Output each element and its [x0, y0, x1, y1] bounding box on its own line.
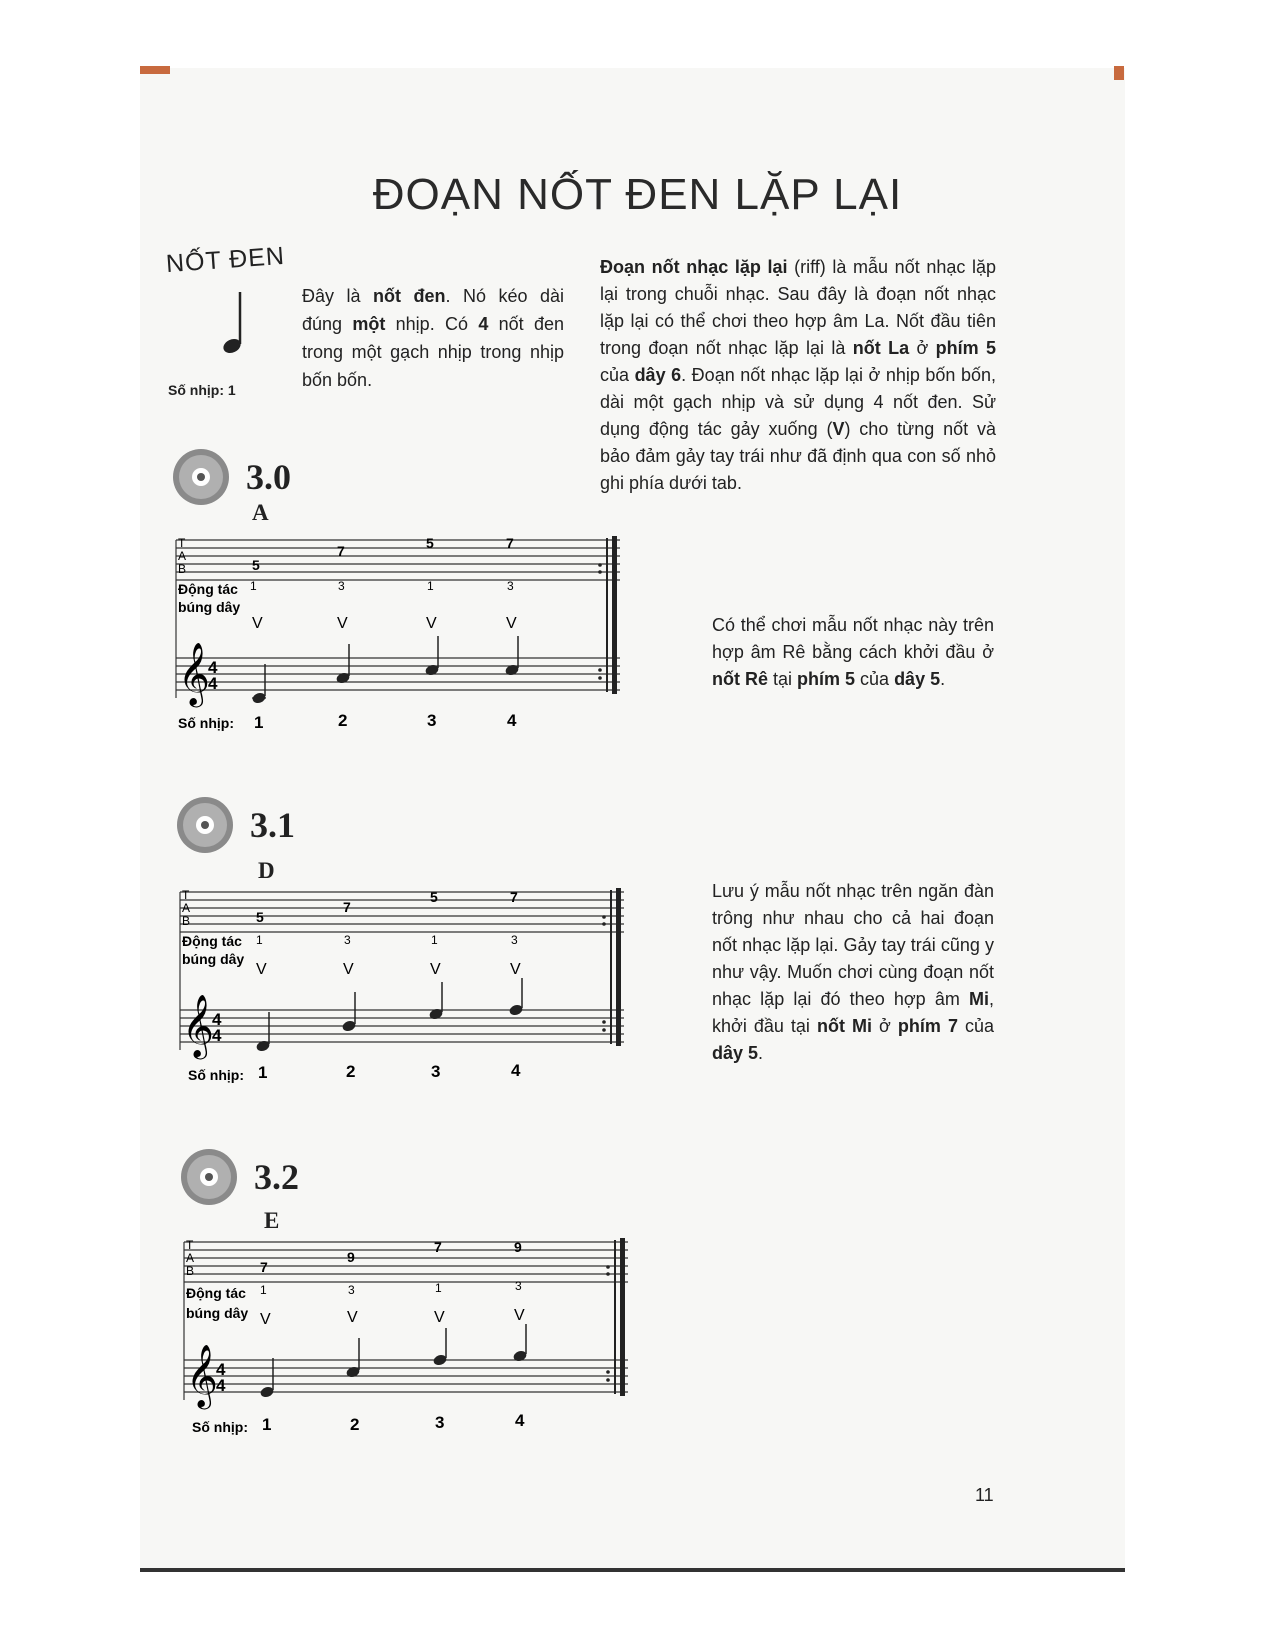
- track-3-2: [180, 1148, 299, 1206]
- quarter-note-icon: [216, 290, 256, 360]
- cd-icon: [172, 448, 230, 506]
- time-signature: 4: [212, 1010, 222, 1029]
- tab-label-b: B: [186, 1264, 195, 1278]
- finger-number: 1: [427, 579, 434, 593]
- beat-number: 3: [427, 711, 437, 730]
- note-head: [259, 1358, 274, 1399]
- beat-label: Số nhịp:: [178, 715, 234, 731]
- downstroke-symbol: V: [337, 615, 348, 632]
- treble-clef-icon: 𝄞: [186, 1346, 218, 1406]
- treble-clef-icon: 𝄞: [182, 996, 214, 1056]
- example-3-0-notation: [172, 530, 632, 760]
- finger-number: 3: [511, 933, 518, 947]
- downstroke-symbol: V: [430, 961, 441, 978]
- page-number: 11: [975, 1485, 994, 1505]
- page-bottom-rule: [140, 1568, 1125, 1572]
- time-signature: 4: [208, 658, 218, 677]
- track-3-1: [176, 796, 295, 854]
- chord-name: A: [252, 500, 269, 525]
- note-head: [428, 982, 443, 1021]
- note-head: [251, 664, 266, 705]
- fret-number: 7: [434, 1239, 442, 1255]
- fret-number: 9: [347, 1249, 355, 1265]
- finger-number: 1: [435, 1281, 442, 1295]
- cd-icon: [180, 1148, 238, 1206]
- riff-intro-paragraph: Đoạn nốt nhạc lặp lại (riff) là mẫu nốt nhạc lặp lại trong chuỗi nhạc. Sau đây là đoạn nốt nhạc lặp lại có thể chơi theo hợp âm La. Nốt đầu tiên trong đoạn nốt nhạc lặp lại là nốt La ở phím 5 của dây 6. Đoạn nốt nhạc lặp lại ở nhịp bốn bốn, dài một gạch nhịp và sử dụng 4 nốt đen. Sử dụng động tác gảy xuống (V) cho từng nốt và bảo đảm gảy tay trái như đã định qua con số nhỏ ghi phía dưới tab.: [600, 257, 997, 493]
- fret-number: 7: [337, 543, 345, 559]
- side-note-e-chord: Lưu ý mẫu nốt nhạc trên ngăn đàn trông như nhau cho cả hai đoạn nốt nhạc lặp lại. Gảy tay trái cũng y như vậy. Muốn chơi cùng đoạn nốt nhạc lặp lại đó theo hợp âm Mi, khởi đầu tại nốt Mi ở phím 7 của dây 5.: [712, 881, 995, 1063]
- downstroke-symbol: V: [426, 615, 437, 632]
- note-head: [341, 992, 356, 1033]
- tab-label-t: T: [182, 888, 190, 902]
- strum-label: Động tác: [178, 581, 238, 597]
- note-head: [335, 644, 350, 685]
- track-number: 3.1: [250, 805, 295, 845]
- beat-label: Số nhịp:: [188, 1067, 244, 1083]
- beat-number: 3: [431, 1062, 441, 1081]
- beat-number: 2: [350, 1415, 360, 1434]
- finger-number: 1: [431, 933, 438, 947]
- fret-number: 7: [510, 889, 518, 905]
- downstroke-symbol: V: [347, 1309, 358, 1326]
- track-number: 3.0: [246, 457, 291, 497]
- tab-label-a: A: [182, 901, 191, 915]
- beat-number: 1: [262, 1415, 272, 1434]
- finger-number: 3: [344, 933, 351, 947]
- page-title: ĐOẠN NỐT ĐEN LẶP LẠI: [372, 170, 903, 219]
- page-edge-left: [140, 66, 170, 74]
- track-number: 3.2: [254, 1157, 299, 1197]
- downstroke-symbol: V: [514, 1307, 525, 1324]
- note-head: [508, 978, 523, 1017]
- beat-number: 1: [258, 1063, 268, 1082]
- beat-label: Số nhịp:: [192, 1419, 248, 1435]
- example-3-1-notation: [176, 882, 636, 1112]
- finger-number: 3: [507, 579, 514, 593]
- time-signature: 4: [208, 674, 218, 693]
- finger-number: 3: [338, 579, 345, 593]
- tab-label-a: A: [178, 549, 187, 563]
- downstroke-symbol: V: [506, 615, 517, 632]
- tab-label-t: T: [178, 536, 186, 550]
- note-head: [424, 636, 439, 677]
- tab-label-a: A: [186, 1251, 195, 1265]
- downstroke-symbol: V: [510, 961, 521, 978]
- strum-label: Động tác: [182, 933, 242, 949]
- downstroke-symbol: V: [252, 615, 263, 632]
- tab-label-t: T: [186, 1238, 194, 1252]
- note-head: [504, 636, 519, 677]
- finger-number: 3: [515, 1279, 522, 1293]
- finger-number: 1: [256, 933, 263, 947]
- fret-number: 9: [514, 1239, 522, 1255]
- side-note-d-chord: Có thể chơi mẫu nốt nhạc này trên hợp âm Rê bằng cách khởi đầu ở nốt Rê tại phím 5 của dây 5.: [712, 615, 994, 689]
- note-head: [432, 1328, 447, 1367]
- page-edge-right: [1114, 66, 1124, 80]
- downstroke-symbol: V: [343, 961, 354, 978]
- strum-label: búng dây: [182, 951, 245, 967]
- beat-number: 2: [346, 1062, 356, 1081]
- finger-number: 1: [250, 579, 257, 593]
- example-3-2-notation: [180, 1232, 640, 1462]
- fret-number: 5: [256, 909, 264, 925]
- quarter-note-beat-label: Số nhịp: 1: [168, 382, 236, 398]
- note-head: [345, 1338, 360, 1379]
- beat-number: 1: [254, 713, 264, 732]
- finger-number: 1: [260, 1283, 267, 1297]
- beat-number: 2: [338, 711, 348, 730]
- beat-number: 4: [511, 1061, 521, 1080]
- chord-name: E: [264, 1208, 280, 1233]
- treble-clef-icon: 𝄞: [178, 644, 210, 704]
- fret-number: 7: [260, 1259, 268, 1275]
- downstroke-symbol: V: [260, 1311, 271, 1328]
- strum-label: búng dây: [178, 599, 241, 615]
- tab-label-b: B: [178, 562, 187, 576]
- beat-number: 3: [435, 1413, 445, 1432]
- fret-number: 5: [426, 535, 434, 551]
- beat-number: 4: [515, 1411, 525, 1430]
- time-signature: 4: [212, 1026, 222, 1045]
- note-head: [512, 1324, 527, 1363]
- time-signature: 4: [216, 1360, 226, 1379]
- track-3-0: [172, 448, 291, 506]
- strum-label: búng dây: [186, 1305, 249, 1321]
- time-signature: 4: [216, 1376, 226, 1395]
- beat-number: 4: [507, 711, 517, 730]
- quarter-note-heading: NỐT ĐEN: [165, 241, 286, 279]
- fret-number: 5: [430, 889, 438, 905]
- cd-icon: [176, 796, 234, 854]
- finger-number: 3: [348, 1283, 355, 1297]
- chord-name: D: [258, 858, 275, 883]
- fret-number: 5: [252, 557, 260, 573]
- tab-label-b: B: [182, 914, 191, 928]
- strum-label: Động tác: [186, 1285, 246, 1301]
- fret-number: 7: [506, 535, 514, 551]
- downstroke-symbol: V: [434, 1309, 445, 1326]
- downstroke-symbol: V: [256, 961, 267, 978]
- fret-number: 7: [343, 899, 351, 915]
- quarter-note-description: Đây là nốt đen. Nó kéo dài đúng một nhịp. Có 4 nốt đen trong một gạch nhịp trong nhịp bốn bốn.: [302, 286, 565, 390]
